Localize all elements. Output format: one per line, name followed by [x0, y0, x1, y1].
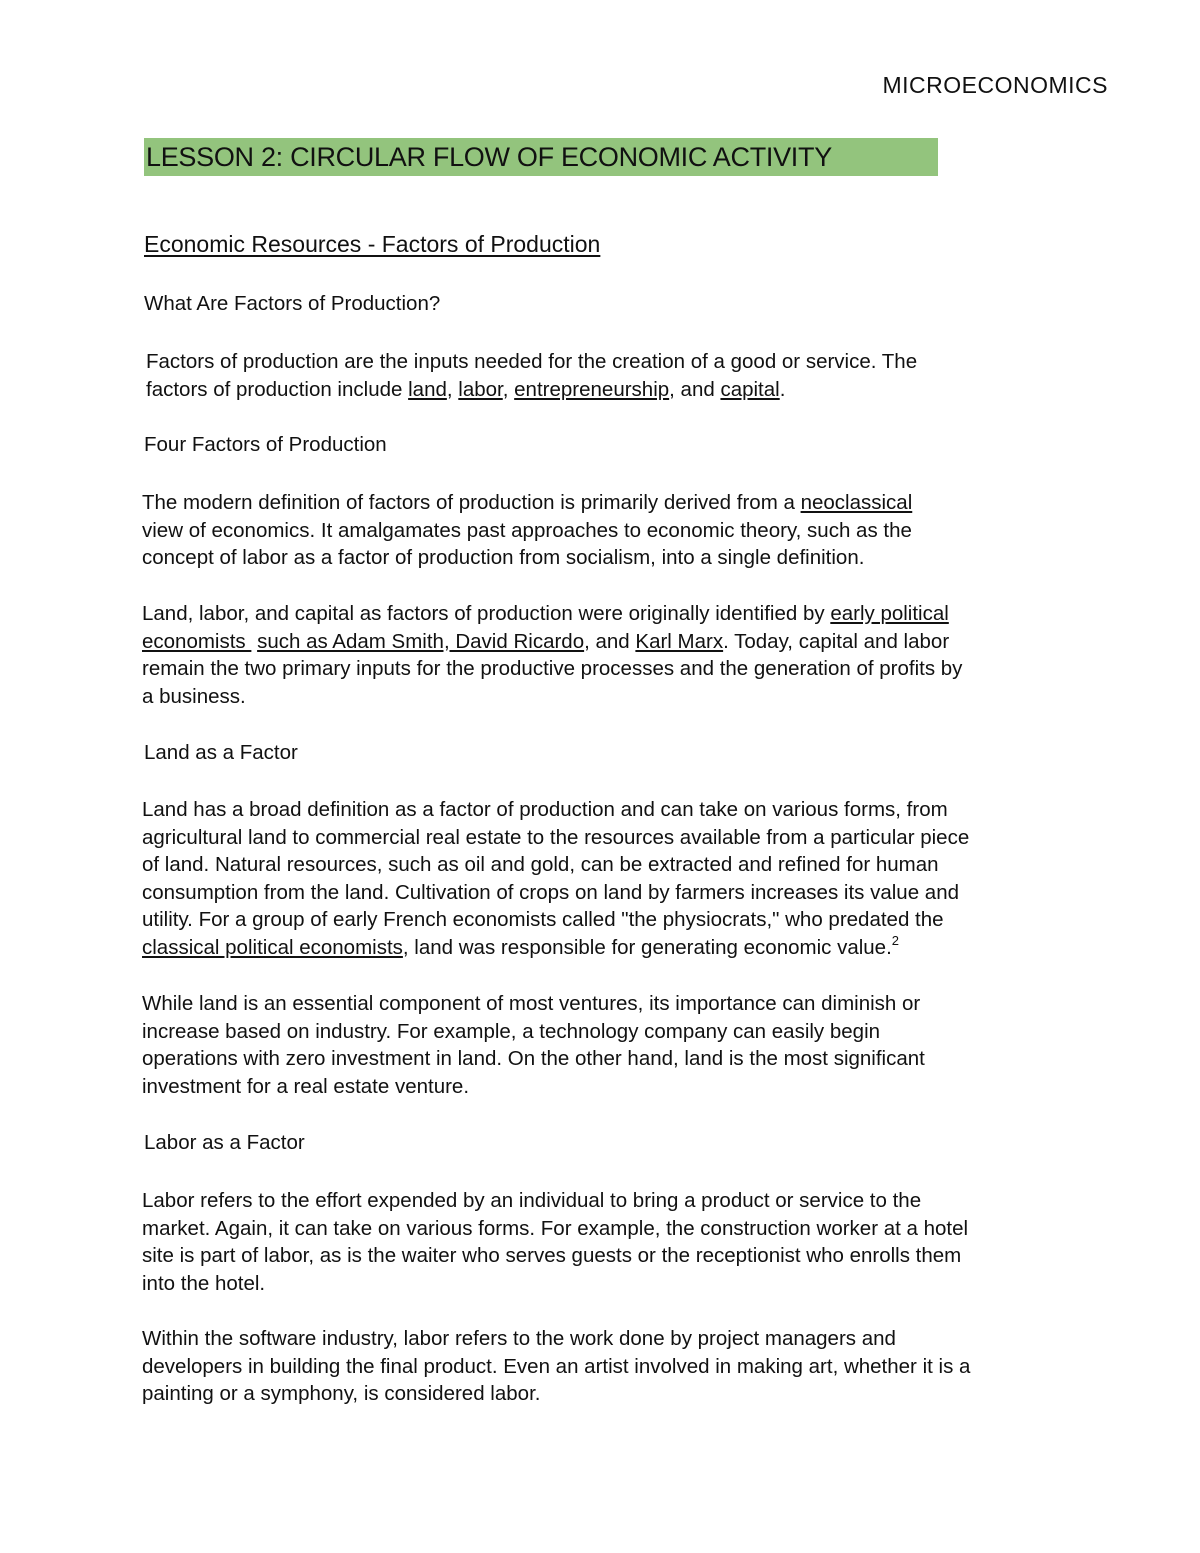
text-line: [142, 628, 1107, 656]
subheading-land: Land as a Factor: [144, 741, 298, 764]
text-line: Within the software industry, labor refers to the work done by project managers and: [142, 1327, 896, 1350]
text-line: [142, 934, 1107, 962]
text-line: Labor refers to the effort expended by an individual to bring a product or service to the: [142, 1189, 922, 1212]
text-line: While land is an essential component of most ventures, its importance can diminish or: [142, 992, 921, 1015]
text-line: site is part of labor, as is the waiter who serves guests or the receptionist who enrolls them: [142, 1244, 962, 1267]
text-line: operations with zero investment in land. On the other hand, land is the most significant: [142, 1047, 925, 1070]
link-entrepreneurship[interactable]: entrepreneurship: [514, 377, 670, 401]
section-heading: Economic Resources - Factors of Production: [144, 231, 601, 257]
paragraph-modern-definition: [142, 489, 1107, 572]
paragraph-factors-definition: [146, 348, 1111, 403]
text-span: .: [779, 377, 786, 401]
text-line: increase based on industry. For example, a technology company can easily begin: [142, 1019, 881, 1043]
link-classical-political-economists[interactable]: classical political economists: [142, 935, 403, 959]
text-span: ,: [502, 377, 515, 401]
paragraph-land-labor-capital: [142, 600, 1107, 710]
text-line: of land. Natural resources, such as oil and gold, can be extracted and refined for human: [142, 853, 939, 876]
text-line: concept of labor as a factor of production from socialism, into a single definition.: [142, 546, 865, 569]
text-line: view of economics. It amalgamates past approaches to economic theory, such as the: [142, 518, 912, 542]
text-line: consumption from the land. Cultivation of crops on land by farmers increases its value and: [142, 880, 959, 904]
text-line: agricultural land to commercial real estate to the resources available from a particular piece: [142, 825, 970, 849]
text-line: into the hotel.: [142, 1271, 266, 1295]
text-line: developers in building the final product. Even an artist involved in making art, whether it is a: [142, 1354, 971, 1378]
paragraph-land-definition: [142, 796, 1107, 961]
text-line: [142, 489, 1107, 517]
link-neoclassical[interactable]: neoclassical: [800, 491, 913, 514]
text-line: remain the two primary inputs for the productive processes and the generation of profits by: [142, 657, 963, 680]
text-span: ,: [446, 377, 459, 401]
text-line: utility. For a group of early French economists called "the physiocrats," who predated the: [142, 908, 944, 931]
text-span: factors of production include: [146, 377, 409, 401]
text-line: Land has a broad definition as a factor of production and can take on various forms, from: [142, 798, 948, 821]
text-line: painting or a symphony, is considered labor.: [142, 1382, 541, 1405]
link-economists[interactable]: economists: [142, 629, 252, 653]
text-span: . Today, capital and labor: [723, 629, 950, 653]
link-capital[interactable]: capital: [720, 377, 780, 401]
text-line: [146, 376, 1111, 404]
link-early-political[interactable]: early political: [830, 602, 949, 625]
lesson-title: LESSON 2: CIRCULAR FLOW OF ECONOMIC ACTIVITY: [144, 138, 938, 176]
link-karl-marx[interactable]: Karl Marx: [635, 629, 724, 653]
link-labor[interactable]: labor: [458, 377, 503, 401]
text-line: investment for a real estate venture.: [142, 1074, 470, 1098]
link-land[interactable]: land: [408, 377, 447, 401]
subheading-labor: Labor as a Factor: [144, 1131, 305, 1154]
paragraph-labor-definition: [142, 1187, 1107, 1297]
text-line: a business.: [142, 684, 246, 708]
text-span: , land was responsible for generating economic value.: [402, 935, 892, 959]
text-line: [142, 600, 1107, 628]
link-smith-ricardo[interactable]: such as Adam Smith, David Ricardo: [257, 629, 585, 653]
subheading-four-factors: Four Factors of Production: [144, 433, 387, 456]
text-span: Land, labor, and capital as factors of production were originally identified by: [142, 602, 831, 625]
text-span: , and: [584, 629, 636, 653]
text-line: market. Again, it can take on various forms. For example, the construction worker at a hotel: [142, 1216, 969, 1240]
footnote-marker[interactable]: 2: [891, 932, 900, 948]
paragraph-land-importance: [142, 990, 1107, 1100]
text-span: , and: [669, 377, 721, 401]
paragraph-labor-software: [142, 1325, 1107, 1408]
subheading-what-are-factors: What Are Factors of Production?: [144, 292, 441, 315]
text-line: Factors of production are the inputs needed for the creation of a good or service. The: [146, 350, 918, 373]
text-span: The modern definition of factors of production is primarily derived from a: [142, 491, 801, 514]
course-header: MICROECONOMICS: [882, 72, 1108, 98]
